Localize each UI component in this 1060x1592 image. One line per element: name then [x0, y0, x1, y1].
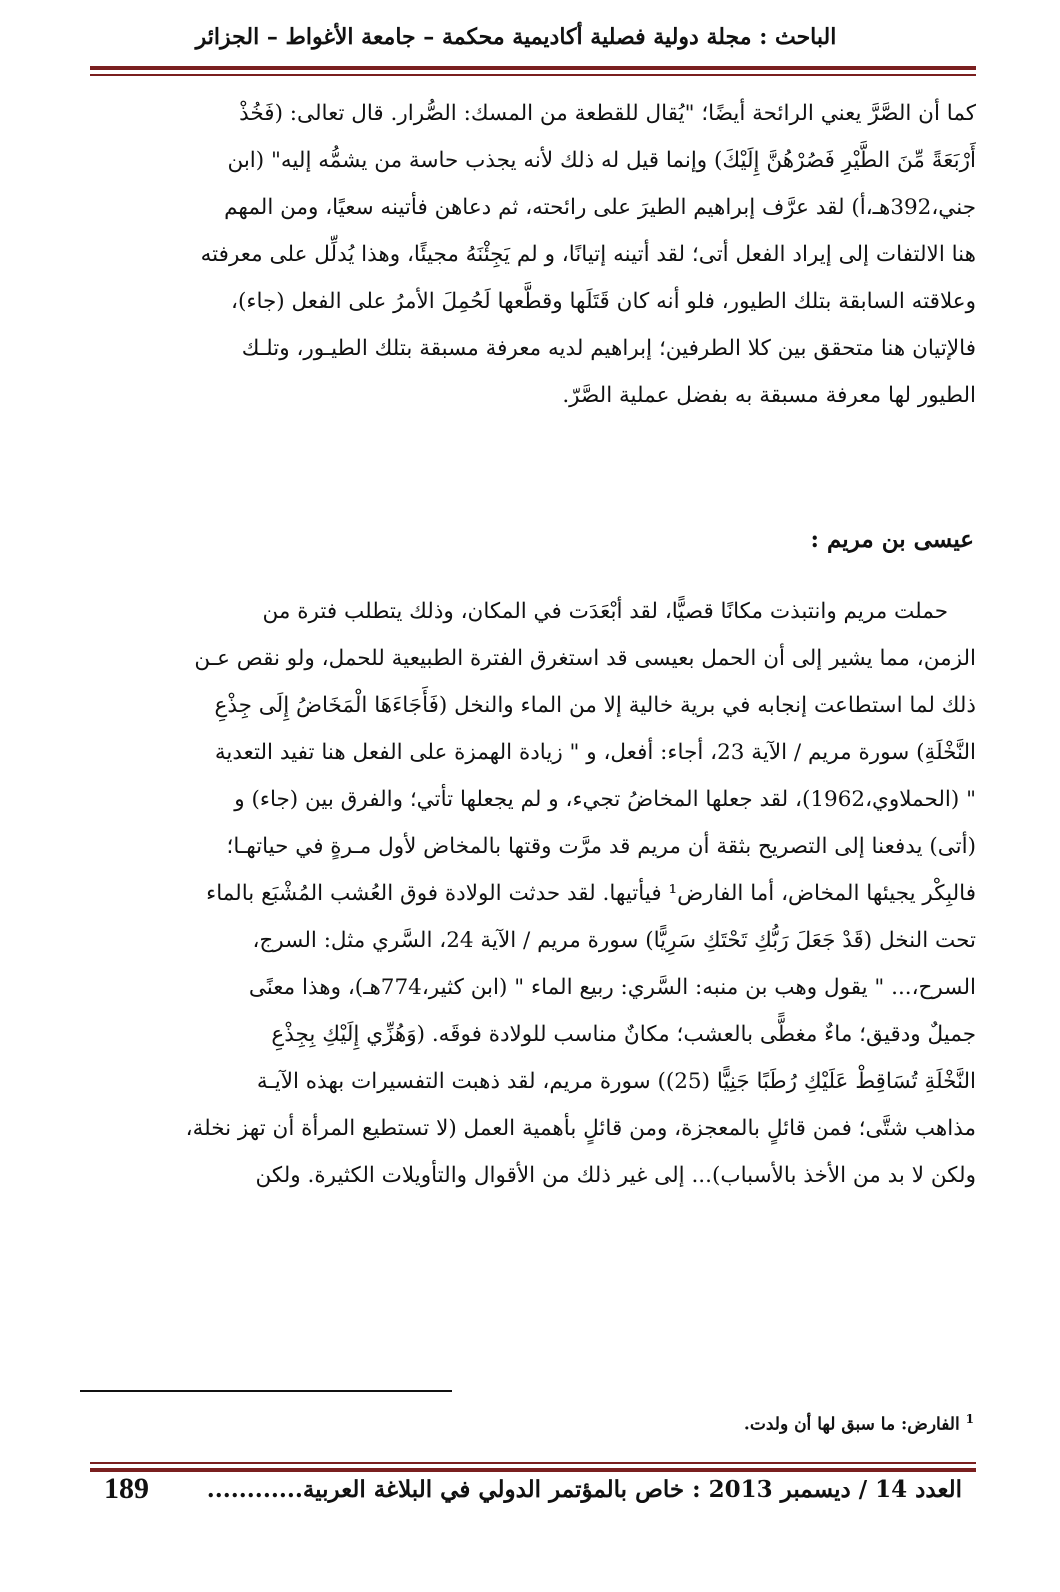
footer-rule-thin: [90, 1462, 976, 1464]
paragraph-line: (أتى) يدفعنا إلى التصريح بثقة أن مريم قد مرَّت وقتها بالمخاض لأول مـرةٍ في حياتهـا؛: [226, 834, 976, 859]
paragraph-line: فالإتيان هنا متحقق بين كلا الطرفين؛ إبراهيم لديه معرفة مسبقة بتلك الطيـور، وتلـك: [241, 336, 976, 361]
page-number: 189: [104, 1472, 149, 1505]
paragraph-line: جميلٌ ودقيق؛ ماءٌ مغطًّى بالعشب؛ مكانٌ مناسب للولادة فوقَه. (وَهُزِّي إِلَيْكِ بِجِذْعِ: [271, 1022, 976, 1047]
footer-rule-thick: [90, 1468, 976, 1472]
paragraph-line: ولكن لا بد من الأخذ بالأسباب)... إلى غير ذلك من الأقوال والتأويلات الكثيرة. ولكن: [255, 1163, 976, 1188]
paragraph-line: النَّخْلَةِ تُسَاقِطْ عَلَيْكِ رُطَبًا جَنِيًّا (25)) سورة مريم، لقد ذهبت التفسيرات بهذه الآيـة: [256, 1069, 976, 1094]
paragraph-line: جني،392هـ،أ) لقد عرَّف إبراهيم الطيرَ على رائحته، ثم دعاهن فأتينه سعيًا، ومن المهم: [224, 195, 976, 220]
paragraph-line: مذاهب شتَّى؛ فمن قائلٍ بالمعجزة، ومن قائلٍ بأهمية العمل (لا تستطيع المرأة أن تهز نخلة،: [185, 1116, 976, 1141]
paragraph-line: الزمن، مما يشير إلى أن الحمل بعيسى قد استغرق الفترة الطبيعية للحمل، ولو نقص عـن: [194, 646, 976, 671]
header-rule-thick: [90, 66, 976, 70]
paragraph-line: تحت النخل (قَدْ جَعَلَ رَبُّكِ تَحْتَكِ سَرِيًّا) سورة مريم / الآية 24، السَّري مثل: السرج،: [252, 928, 976, 953]
footer-issue-line: العدد 14 / ديسمبر 2013 : خاص بالمؤتمر الدولي في البلاغة العربية............: [206, 1476, 962, 1503]
section-heading: عيسى بن مريم :: [810, 526, 974, 553]
running-header: الباحث : مجلة دولية فصلية أكاديمية محكمة – جامعة الأغواط – الجزائر: [195, 24, 837, 50]
footnote: [744, 1412, 974, 1435]
paragraph-line: السرح،... " يقول وهب بن منبه: السَّري: ربيع الماء " (ابن كثير،774هـ)، وهذا معنًى: [248, 975, 976, 1000]
paragraph-line: كما أن الصَّرَّ يعني الرائحة أيضًا؛ "يُقال للقطعة من المسك: الصُّرار. قال تعالى: (فَخُذْ: [239, 101, 976, 126]
paragraph-line: " (الحملاوي،1962)، لقد جعلها المخاضُ تجيء، و لم يجعلها تأتي؛ والفرق بين (جاء) و: [234, 787, 976, 812]
paragraph-line: النَّخْلَةِ) سورة مريم / الآية 23، أجاء: أفعل، و " زيادة الهمزة على الفعل هنا تفيد التعدية: [214, 740, 976, 765]
paragraph-line: فالبِكْر يجيئها المخاض، أما الفارض¹ فيأتيها. لقد حدثت الولادة فوق العُشب المُشْبَع بالماء: [206, 881, 976, 906]
paragraph-2: [80, 588, 976, 1199]
header-rule-thin: [90, 74, 976, 76]
footnote-separator: [80, 1390, 452, 1392]
paragraph-line: الطيور لها معرفة مسبقة به بفضل عملية الصَّرّ.: [562, 383, 976, 408]
paragraph-1: [80, 90, 976, 419]
paragraph-line: أَرْبَعَةً مِّنَ الطَّيْرِ فَصُرْهُنَّ إِلَيْكَ) وإنما قيل له ذلك لأنه يجذب حاسة من يشمُّه إليه" (ابن: [227, 148, 976, 173]
paragraph-line: وعلاقته السابقة بتلك الطيور، فلو أنه كان قَتَلَها وقطَّعها لَحُمِلَ الأمرُ على الفعل (جاء)،: [231, 289, 976, 314]
footnote-number: 1: [965, 1412, 974, 1426]
paragraph-line: حملت مريم وانتبذت مكانًا قصيًّا، لقد أبْعَدَت في المكان، وذلك يتطلب فترة من: [262, 599, 948, 624]
footnote-text: الفارض: ما سبق لها أن ولدت.: [743, 1414, 960, 1435]
paragraph-line: ذلك لما استطاعت إنجابه في برية خالية إلا من الماء والنخل (فَأَجَاءَهَا الْمَخَاضُ إِلَى جِذْعِ: [214, 693, 976, 718]
paragraph-line: هنا الالتفات إلى إيراد الفعل أتى؛ لقد أتينه إتيانًا، و لم يَجِئْنَهُ مجيئًا، وهذا يُدلِّل على معرفته: [200, 242, 976, 267]
